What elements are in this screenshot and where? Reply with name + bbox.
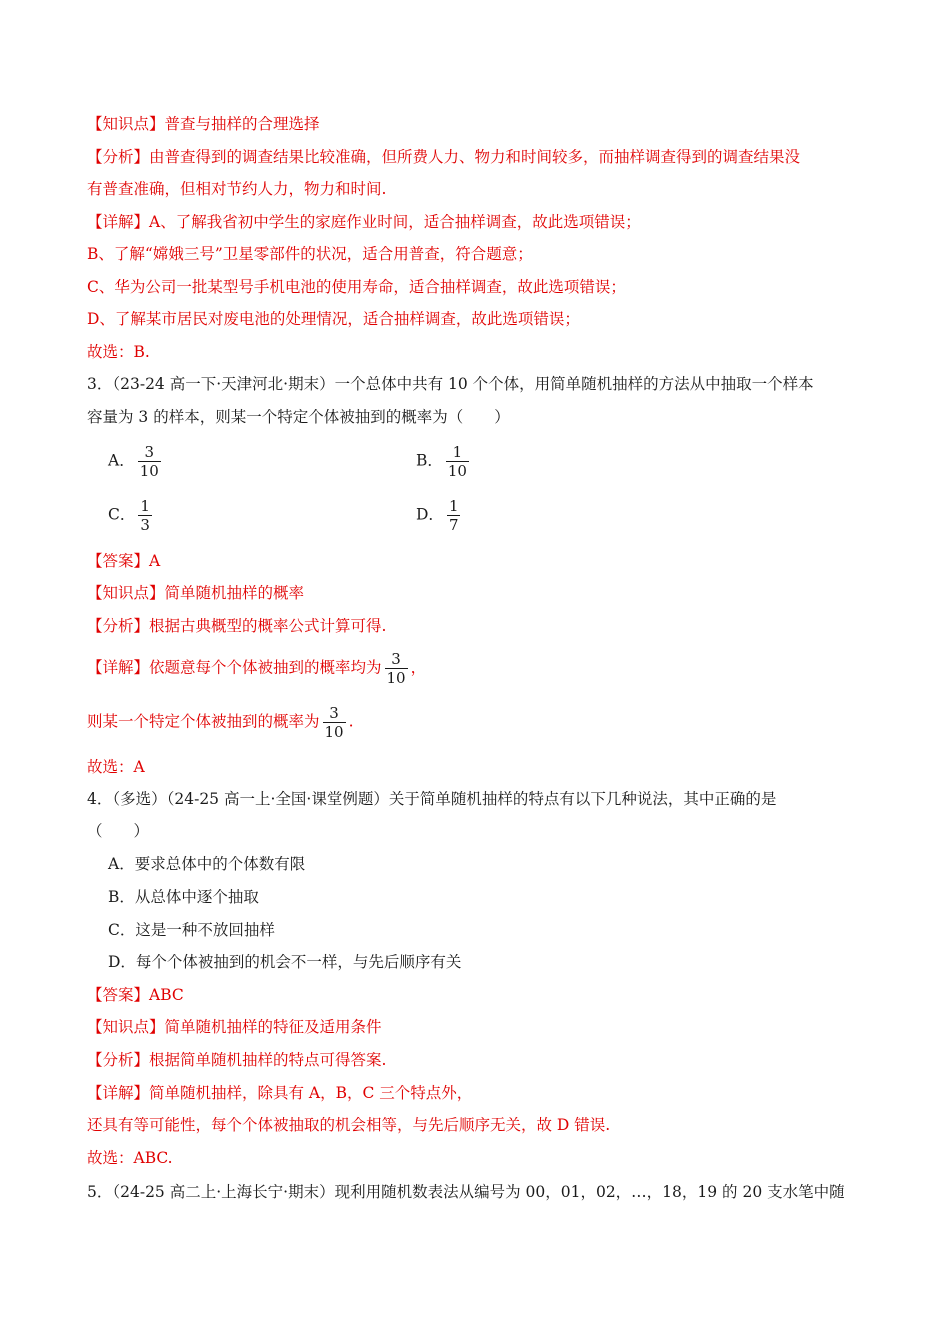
detail-fraction: $\frac{3}{10}$ (324, 704, 344, 741)
q4-option-d: D．每个个体被抽到的机会不一样，与先后顺序有关 (108, 953, 462, 971)
q3-knowledge-point: 【知识点】简单随机抽样的概率 (87, 584, 305, 602)
q4-option-c: C．这是一种不放回抽样 (108, 921, 275, 939)
option-label: D． (416, 505, 444, 524)
q4-option-a: A．要求总体中的个体数有限 (108, 855, 306, 873)
option-fraction: $\frac{1}{10}$ (447, 443, 467, 480)
option-label: B． (416, 451, 443, 470)
q3-option-b (416, 443, 472, 480)
q4-choice: 故选：ABC. (87, 1149, 173, 1167)
q3-option-c (108, 497, 155, 534)
q4-analysis: 【分析】根据简单随机抽样的特点可得答案. (87, 1051, 387, 1069)
detail-fraction: $\frac{3}{10}$ (386, 650, 406, 687)
option-fraction: $\frac{1}{7}$ (448, 497, 459, 534)
q2-detail-b: B、了解“嫦娥三号”卫星零部件的状况，适合用普查，符合题意； (87, 245, 533, 263)
q5-stem-line-1: 5．（24-25 高二上·上海长宁·期末）现利用随机数表法从编号为 00，01，02，…，18，19 的 20 支水笔中随 (87, 1183, 845, 1201)
q4-detail-line-2: 还具有等可能性，每个个体被抽取的机会相等，与先后顺序无关，故 D 错误. (87, 1116, 611, 1134)
q2-detail-c: C、华为公司一批某型号手机电池的使用寿命，适合抽样调查，故此选项错误； (87, 278, 626, 296)
q4-stem-line-1: 4．（多选）（24-25 高一上·全国·课堂例题）关于简单随机抽样的特点有以下几种说法，其中正确的是 (87, 790, 777, 808)
q2-detail-a: 【详解】A、了解我省初中学生的家庭作业时间，适合抽样调查，故此选项错误； (87, 213, 641, 231)
q4-detail-line-1: 【详解】简单随机抽样，除具有 A，B，C 三个特点外， (87, 1084, 473, 1102)
q3-option-a (108, 443, 164, 480)
q3-analysis: 【分析】根据古典概型的概率公式计算可得. (87, 617, 387, 635)
q2-choice: 故选：B. (87, 343, 150, 361)
q3-answer: 【答案】A (87, 552, 161, 570)
option-fraction: $\frac{3}{10}$ (139, 443, 159, 480)
q4-option-b: B．从总体中逐个抽取 (108, 888, 259, 906)
q4-knowledge-point: 【知识点】简单随机抽样的特征及适用条件 (87, 1018, 382, 1036)
q2-analysis-line-2: 有普查准确，但相对节约人力，物力和时间. (87, 180, 387, 198)
q3-stem-line-1: 3．（23-24 高一下·天津河北·期末）一个总体中共有 10 个个体，用简单随机抽样的方法从中抽取一个样本 (87, 375, 814, 393)
q4-answer: 【答案】ABC (87, 986, 184, 1004)
option-label: C． (108, 505, 136, 524)
q4-stem-line-2: （ ） (87, 822, 150, 840)
q2-knowledge-point: 【知识点】普查与抽样的合理选择 (87, 115, 320, 133)
q2-detail-d: D、了解某市居民对废电池的处理情况，适合抽样调查，故此选项错误； (87, 310, 580, 328)
q3-detail-line-1: 【详解】依题意每个个体被抽到的概率均为 $\frac{3}{10}$ ， (87, 650, 427, 687)
q3-stem-line-2: 容量为 3 的样本，则某一个特定个体被抽到的概率为（ ） (87, 408, 510, 426)
q3-choice: 故选：A (87, 758, 145, 776)
q3-option-d (416, 497, 463, 534)
option-label: A． (108, 451, 135, 470)
q2-analysis-line-1: 【分析】由普查得到的调查结果比较准确，但所费人力、物力和时间较多，而抽样调查得到的调查结果没 (87, 148, 801, 166)
option-fraction: $\frac{1}{3}$ (140, 497, 150, 534)
q3-detail-line-2: 则某一个特定个体被抽到的概率为 $\frac{3}{10}$ . (87, 704, 354, 741)
